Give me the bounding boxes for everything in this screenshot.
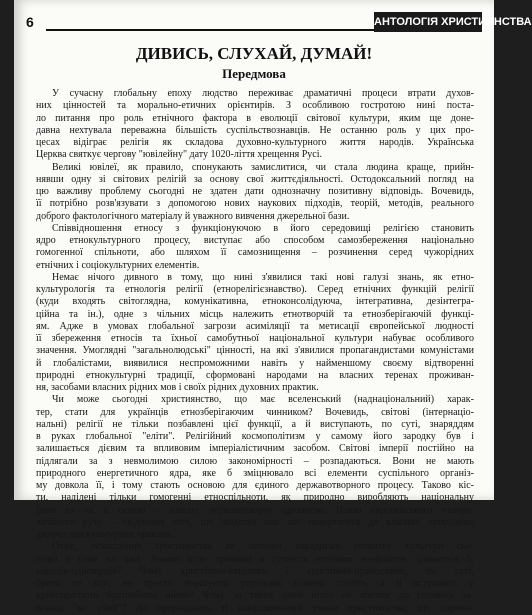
text-line: ти, наділені тільки гомогенні етноспільноти, як природно виробляють національну: [36, 492, 474, 504]
text-line: У сучасну глобальну епоху людство переживає драматичні процеси втрати духов-: [52, 88, 474, 99]
text-line: лігійного руху – свідчення того, що людство має час повертатися до власних природних: [36, 516, 474, 528]
section-title: АНТОЛОГІЯ ХРИСТИЯНСТВА: [374, 12, 482, 32]
chapter-title: ДИВИСЬ, СЛУХАЙ, ДУМАЙ!: [135, 44, 373, 63]
text-line: її потрібно розв'язувати з допомогою нових наукових підходів, теорій, методів, реального: [36, 198, 474, 210]
text-line: кровопролитні братовбивчі війни? Чому за таких умов ніхто не апелює до головної за-: [36, 590, 474, 602]
text-line: значення. Умоглядні "загальнолюдські" цінності, на які з'явилися пропагандистами комуністами: [36, 345, 474, 357]
text-line: тер, стати для українців етнозберігаючим чинником? Вочевидь, світові (інтернаціо-: [36, 406, 474, 418]
text-line: природного енергетичного ядра, яке б зміцнювало всі елементи суспільного організ-: [36, 467, 474, 479]
text-line: джерел дав культурних практик.: [36, 529, 174, 540]
book-page: [14, 0, 532, 614]
text-line: ційна та ін.), одне з чільних місць належить етнотворчій та етнозберігаючій функці-: [36, 308, 474, 320]
text-line: культурологія та етнологія релігії (етнорелігієзнавство). Серед етнічних функцій релігії: [36, 284, 474, 295]
text-line: нявши одну зі світових релігій за основу свої життєдіяльності. Остодоксальний погляд на: [36, 173, 474, 185]
text-line: ідею та на її основі – власну державотворчу ідеологію. Поява європейського етноре-: [36, 504, 474, 516]
text-line: брати по вірі, не просто вороґують упродовж кількох століть, а й вступають у: [36, 578, 474, 589]
running-header: [14, 14, 532, 34]
text-line: в руках глобальної "еліти". Релігійний космополітизм у самому його зародку був і: [36, 431, 474, 442]
text-line: Співвідношення етносу з функціонуючою в його середовищі релігією становить: [52, 222, 474, 234]
text-line: й глобалістами, виявилися неспроможними навіть у найменшому своєму відтворенні: [36, 357, 474, 369]
text-line: нальні) релігії не тільки позбавлені цієї функції, а й виступають, по суті, знаряддям: [36, 418, 474, 430]
text-line: Отже, осмислення християнства як світової парадигми розвитку культури сьо-: [52, 541, 474, 553]
text-line: природні етнокультурні традиції, сформовані народами на власних теренах проживан-: [36, 369, 474, 381]
chapter-subtitle: Передмова: [222, 66, 286, 81]
text-line: Немає нічого дивного в тому, що нині з'явилися такі нові галузі знань, як етно-: [52, 271, 474, 283]
text-line: ядро етнокультурного процесу, виступає або способом самозбереження національно: [36, 235, 474, 246]
text-line: гомогенної спільноти, або шляхом її самознищення – розчинення серед чужорідних: [36, 247, 474, 259]
body-text: [36, 88, 474, 615]
text-line: доброго фактологічного матеріалу й уважного вивчення джерельної бази.: [36, 210, 350, 222]
text-line: ло питання про роль етнічного фактора в еволюції світової культури, яким ще донe-: [36, 112, 474, 124]
text-line: народів-одновірців? Чому християни-католики і християни-православні, по суті,: [36, 565, 474, 577]
text-line: му довкола її, і тому стають основою для єдиного державотворного процесу. Таково кіс-: [36, 480, 474, 491]
text-line: Великі ювілеї, як правило, спонукають замислитися, чи стала людина краще, прийн-: [52, 161, 474, 173]
text-line: Чи може сьогодні християнство, що має вселенський (наднаціональний) харак-: [52, 394, 474, 406]
header-rule: [46, 29, 376, 31]
text-line: цю важливу проблему сьогодні не здатен дати однозначну позитивну відповідь. Вочевидь,: [36, 186, 474, 197]
text-line: Церква святкує чергову "ювілейну" дату 1020-ліття хрещення Русі.: [36, 149, 322, 161]
text-line: годні є саме на часі. Якими були причини в сутність етнічних конфліктів, здавалося б,: [36, 553, 474, 565]
text-line: них цінностей та морально-етичних орієнтирів. З особливою гостротою нині поста-: [36, 100, 474, 112]
text-line: етнічних і соціокультурних елементів.: [36, 259, 200, 271]
text-line: залишається дієвим та впливовим імперіалістичним засобом. Світові імперії постійно на: [36, 443, 474, 455]
text-line: цесах відіграє релігія як складова духовно-культурного життя народів. Українська: [36, 137, 474, 148]
text-line: давна нехтувала переважна більшість суспільствознавців. Не останню роль у цих про-: [36, 124, 474, 136]
text-line: її збереження етносів та їхньої самобутньої національної культури набуває особливого: [36, 333, 474, 344]
text-line: ям. Адже в умовах глобальної загрози асиміляції та метисації європейської людності: [36, 320, 474, 332]
text-line: поводі "не убий"? Де проглядають ті конфліктогенні умови християнства, що спричи-: [36, 602, 474, 614]
text-line: ня, засобами власних рідних мов і своїх рідних духовних практик.: [36, 382, 319, 393]
text-line: підлягали за з невмолимою силою закономірності – розпадаються. Вони не мають: [36, 455, 474, 467]
page-number: 6: [26, 14, 34, 30]
text-line: (куди входять світоглядна, комунікативна, етноконсолідуюча, інтегративна, дезінтегра-: [36, 296, 474, 308]
